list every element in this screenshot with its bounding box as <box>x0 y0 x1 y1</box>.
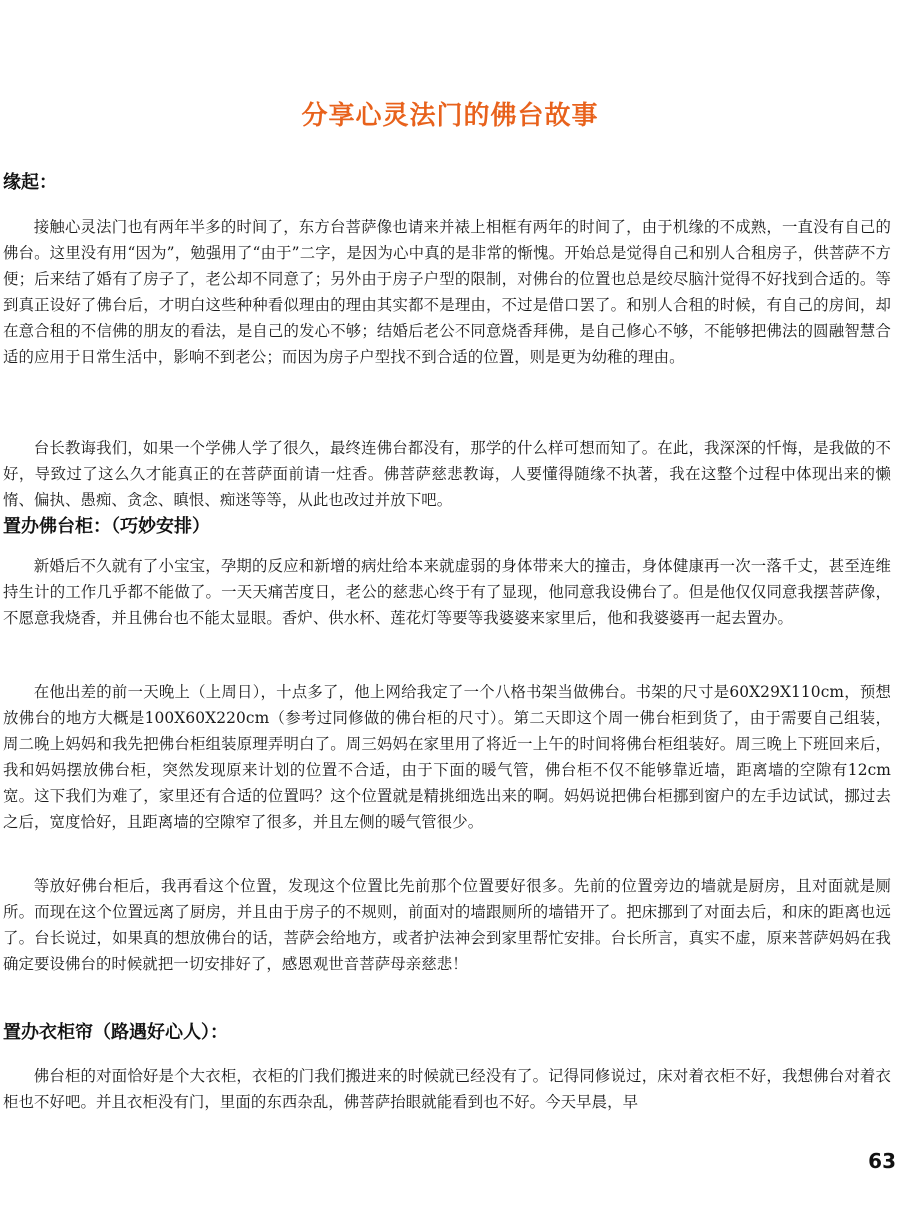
paragraph: 佛台柜的对面恰好是个大衣柜，衣柜的门我们搬进来的时候就已经没有了。记得同修说过，床对着衣柜不好，我想佛台对着衣柜也不好吧。并且衣柜没有门，里面的东西杂乱，佛菩萨抬眼就能看到也不好。今天早晨，早 <box>3 1067 891 1111</box>
paragraph: 台长教诲我们，如果一个学佛人学了很久，最终连佛台都没有，那学的什么样可想而知了。在此，我深深的忏悔，是我做的不好，导致过了这么久才能真正的在菩萨面前请一炷香。佛菩萨慈悲教诲，人要懂得随缘不执著，我在这整个过程中体现出来的懒惰、偏执、愚痴、贪念、瞋恨、痴迷等等，从此也改过并放下吧。 <box>3 439 891 509</box>
paragraph: 新婚后不久就有了小宝宝，孕期的反应和新增的病灶给本来就虚弱的身体带来大的撞击，身体健康再一次一落千丈，甚至连维持生计的工作几乎都不能做了。一天天痛苦度日，老公的慈悲心终于有了显现，他同意我设佛台了。但是他仅仅同意我摆菩萨像，不愿意我烧香，并且佛台也不能太显眼。香炉、供水杯、莲花灯等要等我婆婆来家里后，他和我婆婆再一起去置办。 <box>3 557 891 627</box>
paragraph: 在他出差的前一天晚上（上周日），十点多了，他上网给我定了一个八格书架当做佛台。书架的尺寸是60X29X110cm，预想放佛台的地方大概是100X60X220cm（参考过同修做的佛台柜的尺寸）。第二天即这个周一佛台柜到货了，由于需要自己组装，周二晚上妈妈和我先把佛台柜组装原理弄明白了。周三妈妈在家里用了将近一上午的时间将佛台柜组装好。周三晚上下班回来后，我和妈妈摆放佛台柜，突然发现原来计划的位置不合适，由于下面的暖气管，佛台柜不仅不能够靠近墙，距离墙的空隙有12cm宽。这下我们为难了，家里还有合适的位置吗？这个位置就是精挑细选出来的啊。妈妈说把佛台柜挪到窗户的左手边试试，挪过去之后，宽度恰好，且距离墙的空隙窄了很多，并且左侧的暖气管很少。 <box>3 683 891 831</box>
paragraph: 接触心灵法门也有两年半多的时间了，东方台菩萨像也请来并裱上相框有两年的时间了，由于机缘的不成熟，一直没有自己的佛台。这里没有用“因为”，勉强用了“由于”二字，是因为心中真的是非常的惭愧。开始总是觉得自己和别人合租房子，供菩萨不方便；后来结了婚有了房子了，老公却不同意了；另外由于房子户型的限制，对佛台的位置也总是绞尽脑汁觉得不好找到合适的。等到真正设好了佛台后，才明白这些种种看似理由的理由其实都不是理由，不过是借口罢了。和别人合租的时候，有自己的房间，却在意合租的不信佛的朋友的看法，是自己的发心不够；结婚后老公不同意烧香拜佛，是自己修心不够，不能够把佛法的圆融智慧合适的应用于日常生活中，影响不到老公；而因为房子户型找不到合适的位置，则是更为幼稚的理由。 <box>3 218 891 366</box>
paragraph: 等放好佛台柜后，我再看这个位置，发现这个位置比先前那个位置要好很多。先前的位置旁边的墙就是厨房，且对面就是厕所。而现在这个位置远离了厨房，并且由于房子的不规则，前面对的墙跟厕所的墙错开了。把床挪到了对面去后，和床的距离也远了。台长说过，如果真的想放佛台的话，菩萨会给地方，或者护法神会到家里帮忙安排。台长所言，真实不虚，原来菩萨妈妈在我确定要设佛台的时候就把一切安排好了，感恩观世音菩萨母亲慈悲！ <box>3 877 891 973</box>
section-heading-altar-cabinet: 置办佛台柜：（巧妙安排） <box>3 516 210 537</box>
section-heading-wardrobe-curtain: 置办衣柜帘（路遇好心人）： <box>3 1022 228 1043</box>
section-heading-origin: 缘起： <box>3 172 57 193</box>
page-number: 63 <box>868 1149 896 1173</box>
page-title: 分享心灵法门的佛台故事 <box>301 101 599 131</box>
